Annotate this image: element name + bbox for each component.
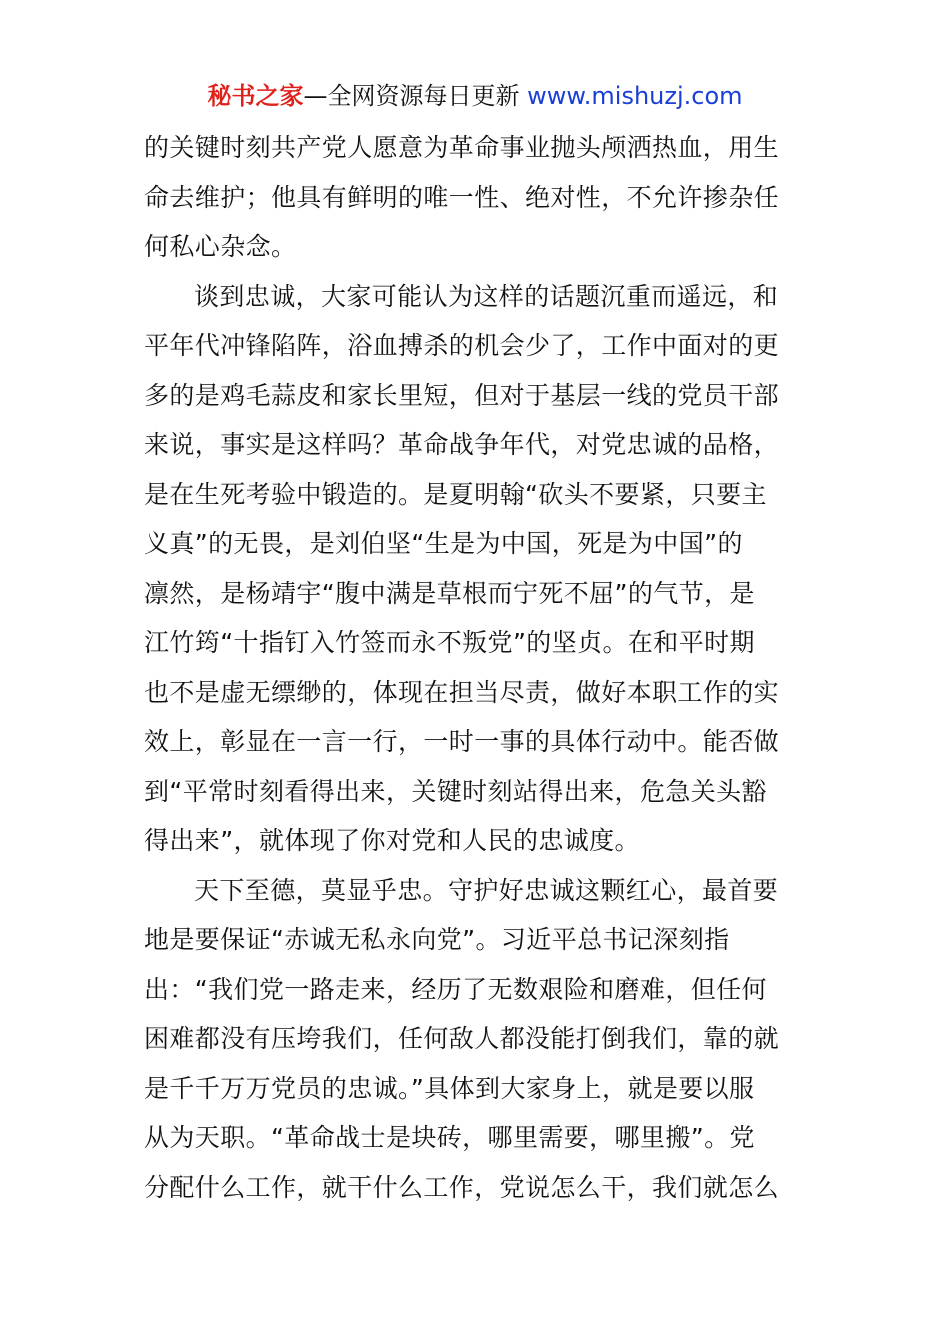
text-line: 何私心杂念。 [144, 232, 297, 261]
text-line: 义真”的无畏，是刘伯坚“生是为中国，死是为中国”的 [144, 529, 743, 558]
text-line: 效上，彰显在一言一行，一时一事的具体行动中。能否做 [144, 727, 780, 756]
text-line: 来说，事实是这样吗？革命战争年代，对党忠诚的品格， [144, 430, 780, 459]
site-header [0, 80, 950, 112]
text-line: 到“平常时刻看得出来，关键时刻站得出来，危急关头豁 [144, 776, 767, 806]
site-brand: 秘书之家 [207, 82, 304, 110]
paragraph-start-line: 谈到忠诚，大家可能认为这样的话题沉重而遥远，和 [194, 281, 779, 311]
text-line: 也不是虚无缥缈的，体现在担当尽责，做好本职工作的实 [144, 677, 780, 707]
text-line: 从为天职。“革命战士是块砖，哪里需要，哪里搬”。党 [144, 1123, 755, 1152]
site-slogan: —全网资源每日更新 [303, 82, 528, 110]
text-line: 多的是鸡毛蒜皮和家长里短，但对于基层一线的党员干部 [144, 380, 780, 410]
text-line: 平年代冲锋陷阵，浴血搏杀的机会少了，工作中面对的更 [144, 331, 780, 360]
site-url-link[interactable]: www.mishuzj.com [527, 82, 743, 110]
text-line: 地是要保证“赤诚无私永向党”。习近平总书记深刻指 [144, 925, 730, 954]
text-line: 的关键时刻共产党人愿意为革命事业抛头颅洒热血，用生 [144, 133, 780, 162]
text-line: 困难都没有压垮我们，任何敌人都没能打倒我们，靠的就 [144, 1024, 780, 1053]
text-line: 凛然，是杨靖宇“腹中满是草根而宁死不屈”的气节，是 [144, 578, 755, 608]
text-line: 分配什么工作，就干什么工作，党说怎么干，我们就怎么 [144, 1172, 780, 1202]
text-line: 命去维护；他具有鲜明的唯一性、绝对性，不允许掺杂任 [144, 182, 780, 212]
text-line: 是千千万万党员的忠诚。”具体到大家身上，就是要以服 [144, 1073, 755, 1103]
document-body [144, 123, 810, 1212]
text-line: 江竹筠“十指钉入竹签而永不叛党”的坚贞。在和平时期 [144, 628, 755, 657]
text-line: 出：“我们党一路走来，经历了无数艰险和磨难，但任何 [144, 974, 767, 1004]
text-line: 得出来”，就体现了你对党和人民的忠诚度。 [144, 826, 640, 855]
text-line: 是在生死考验中锻造的。是夏明翰“砍头不要紧，只要主 [144, 479, 767, 509]
paragraph-start-line: 天下至德，莫显乎忠。守护好忠诚这颗红心，最首要 [194, 875, 779, 905]
